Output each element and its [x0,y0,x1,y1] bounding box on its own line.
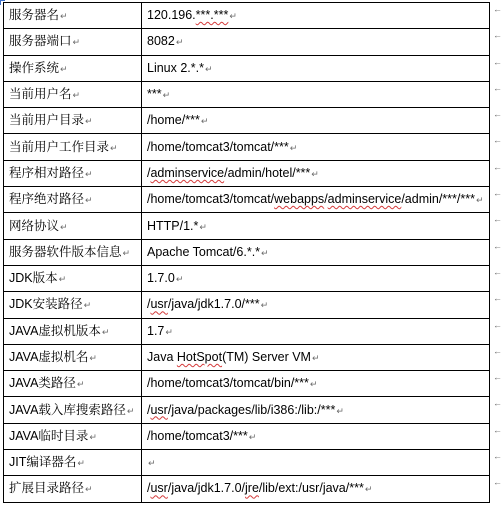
field-value-cell [142,213,490,239]
field-label-cell [4,239,142,265]
field-label-cell [4,476,142,502]
end-of-row-mark-icon: ← [493,372,502,382]
field-label: 服务器名 [9,8,60,23]
field-value-cell [142,239,490,265]
field-label-cell [4,344,142,370]
paragraph-mark-icon: ↵ [336,405,344,416]
value-text: /usr/java/packages/lib/i386:/lib:/*** [147,402,336,417]
paragraph-mark-icon: ↵ [229,11,237,22]
field-label-cell [4,318,142,344]
end-of-row-mark-icon: ← [493,214,502,224]
field-value-cell [142,3,490,29]
field-label-cell [4,81,142,107]
paragraph-mark-icon: ↵ [85,195,93,206]
field-label: 操作系统 [9,60,60,75]
info-row [4,423,490,449]
paragraph-mark-icon: ↵ [60,63,68,74]
field-value-cell [142,29,490,55]
field-value-cell [142,108,490,134]
info-row [4,81,490,107]
field-label-cell [4,108,142,134]
field-label: JDK安装路径 [9,297,83,312]
end-of-row-mark-icon: ← [493,267,502,277]
field-label: 服务器软件版本信息 [9,244,122,259]
field-label-cell [4,134,142,160]
value-text: Linux 2.*.* [147,60,204,75]
field-label: JDK版本 [9,271,58,286]
paragraph-mark-icon: ↵ [260,300,269,311]
info-row [4,3,490,29]
info-row [4,134,490,160]
field-value-cell [142,160,490,186]
paragraph-mark-icon: ↵ [77,458,85,469]
value-text: /home/tomcat3/tomcat/*** [147,139,289,154]
info-row [4,265,490,291]
value-text: /home/tomcat3/tomcat/bin/*** [147,376,309,391]
paragraph-mark-icon: ↵ [248,431,257,442]
field-label-cell [4,397,142,423]
end-of-row-mark-icon: ← [493,57,502,67]
end-of-row-mark-icon: ← [493,4,502,14]
end-of-row-mark-icon: ← [493,477,502,487]
paragraph-mark-icon: ↵ [309,379,318,390]
info-row [4,397,490,423]
info-row [4,55,490,81]
server-info-rows [4,3,490,503]
field-value-cell [142,134,490,160]
end-of-row-mark-icon: ← [493,320,502,330]
field-label: 程序相对路径 [9,165,85,180]
paragraph-mark-icon: ↵ [311,353,320,363]
field-label: JAVA虚拟机名 [9,350,89,364]
value-text: /usr/java/jdk1.7.0/jre/lib/ext:/usr/java/*** [147,481,364,496]
field-value-cell [142,344,490,370]
field-label: JIT编译器名 [9,455,77,470]
field-label-cell [4,292,142,318]
field-label-cell [4,423,142,449]
field-value-cell [142,450,490,476]
field-label: 网络协议 [9,218,60,233]
value-text: HTTP/1.* [147,218,199,233]
field-label: 当前用户名 [9,87,72,102]
paragraph-mark-icon: ↵ [85,484,93,495]
value-text: /home/tomcat3/*** [147,428,248,443]
value-text: Apache Tomcat/6.*.* [147,244,261,259]
info-row [4,160,490,186]
info-row [4,29,490,55]
end-of-row-mark-icon: ← [493,83,502,93]
paragraph-mark-icon: ↵ [101,326,110,337]
paragraph-mark-icon: ↵ [122,247,131,258]
paragraph-mark-icon: ↵ [72,37,81,48]
field-value-cell [142,371,490,397]
field-value-cell [142,476,490,502]
paragraph-mark-icon: ↵ [72,90,81,101]
field-value-cell [142,318,490,344]
field-label-cell [4,187,142,213]
info-row [4,292,490,318]
field-value-cell [142,265,490,291]
paragraph-mark-icon: ↵ [289,142,298,153]
info-row [4,476,490,502]
paragraph-mark-icon: ↵ [204,63,213,74]
info-row [4,187,490,213]
paragraph-mark-icon: ↵ [261,247,269,258]
info-row [4,371,490,397]
field-label: JAVA虚拟机版本 [9,323,101,338]
field-label: 服务器端口 [9,34,72,49]
value-text: 1.7 [147,323,165,338]
value-text: /adminservice/admin/hotel/*** [147,165,311,180]
paragraph-mark-icon: ↵ [83,300,92,311]
paragraph-mark-icon: ↵ [199,221,207,232]
paragraph-mark-icon: ↵ [89,431,97,442]
value-text: /home/*** [147,113,200,128]
field-label-cell [4,213,142,239]
field-label: 扩展目录路径 [9,481,85,496]
end-of-row-mark-icon: ← [493,109,502,119]
paragraph-mark-icon: ↵ [175,274,184,285]
paragraph-mark-icon: ↵ [364,484,373,495]
end-of-row-mark-icon: ← [493,398,502,408]
field-label-cell [4,450,142,476]
info-row [4,318,490,344]
value-text: *** [147,87,162,102]
field-value-cell [142,55,490,81]
value-text: /usr/java/jdk1.7.0/*** [147,297,260,312]
paragraph-mark-icon: ↵ [110,142,118,153]
end-of-row-mark-icon: ← [493,135,502,145]
end-of-row-mark-icon: ← [493,162,502,172]
field-value-cell [142,397,490,423]
field-label-cell [4,29,142,55]
paragraph-mark-icon: ↵ [200,116,209,127]
paragraph-mark-icon: ↵ [126,405,135,416]
info-row [4,344,490,370]
end-of-row-mark-icon: ← [493,241,502,251]
field-value-cell [142,292,490,318]
value-text: 120.196.***.*** [147,8,229,23]
field-label-cell [4,55,142,81]
paragraph-mark-icon: ↵ [89,353,97,363]
field-value-cell [142,81,490,107]
info-row [4,108,490,134]
paragraph-mark-icon: ↵ [148,458,156,469]
paragraph-mark-icon: ↵ [311,168,319,179]
field-value-cell [142,187,490,213]
end-of-row-mark-icon: ← [493,188,502,198]
paragraph-mark-icon: ↵ [475,195,484,206]
field-value-cell [142,423,490,449]
paragraph-mark-icon: ↵ [60,221,68,232]
field-label-cell [4,371,142,397]
field-label: JAVA类路径 [9,376,76,391]
paragraph-mark-icon: ↵ [162,90,171,101]
end-of-row-mark-icon: ← [493,425,502,435]
end-of-row-mark-icon: ← [493,346,502,356]
end-of-row-mark-icon: ← [493,293,502,303]
info-row [4,213,490,239]
field-label: JAVA临时目录 [9,428,89,443]
paragraph-mark-icon: ↵ [85,116,93,127]
info-row [4,450,490,476]
field-label: JAVA载入库搜索路径 [9,402,126,417]
end-of-row-mark-icon: ← [493,451,502,461]
paragraph-mark-icon: ↵ [60,11,68,22]
field-label: 当前用户目录 [9,113,85,128]
paragraph-mark-icon: ↵ [76,379,85,390]
field-label-cell [4,3,142,29]
value-text: 8082 [147,34,175,49]
paragraph-mark-icon: ↵ [58,274,67,285]
server-info-table [3,2,490,503]
value-text: Java HotSpot(TM) Server VM [147,350,311,364]
value-text: /home/tomcat3/tomcat/webapps/adminservice/admin/***/*** [147,192,475,207]
field-label: 当前用户工作目录 [9,139,110,154]
paragraph-mark-icon: ↵ [165,326,173,337]
field-label: 程序绝对路径 [9,192,85,207]
info-row [4,239,490,265]
paragraph-mark-icon: ↵ [85,168,93,179]
end-of-row-mark-icon: ← [493,30,502,40]
paragraph-mark-icon: ↵ [175,37,184,48]
field-label-cell [4,265,142,291]
field-label-cell [4,160,142,186]
value-text: 1.7.0 [147,271,175,286]
